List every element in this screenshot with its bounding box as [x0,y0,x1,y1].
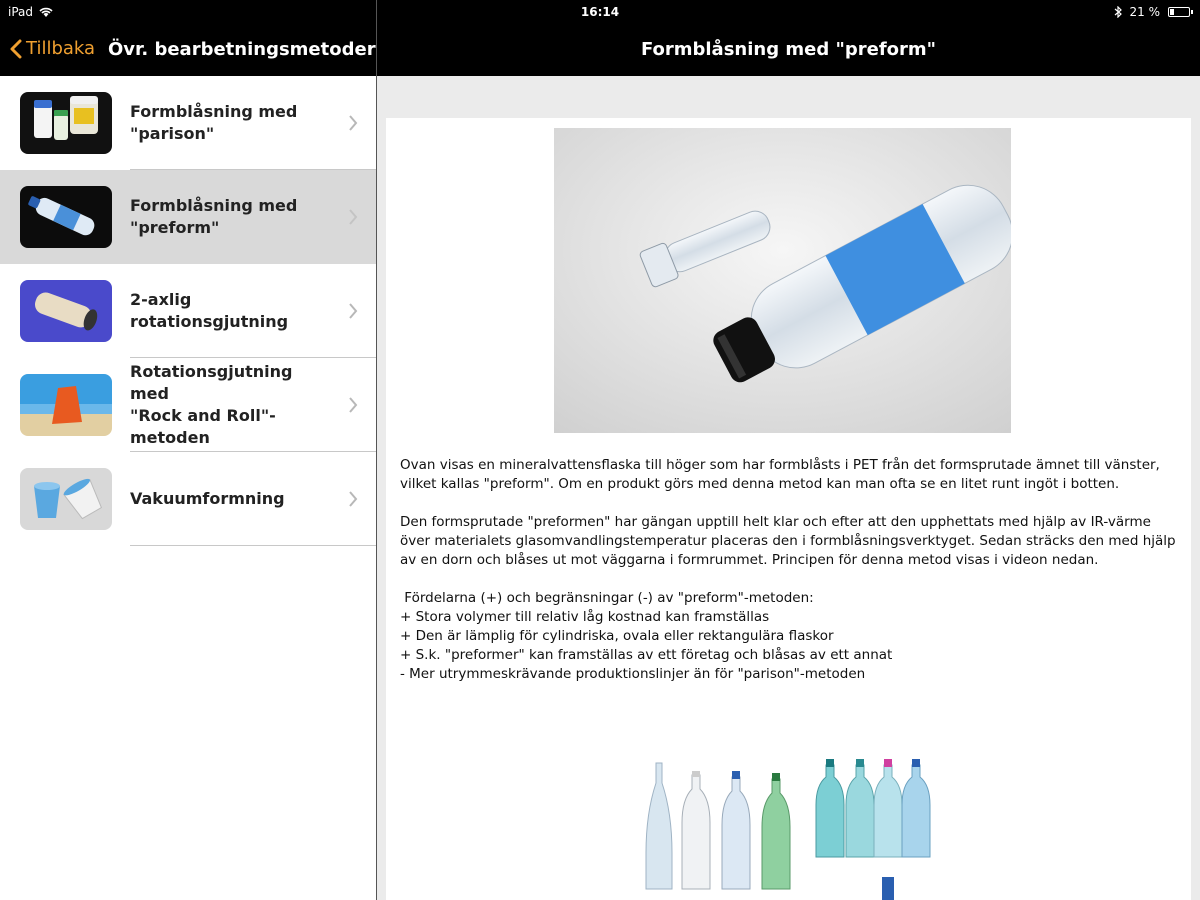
list-item-rock-and-roll[interactable] [0,358,376,452]
list-item-preform[interactable] [0,170,376,264]
content-card [386,118,1191,900]
detail-nav-bar [377,26,1200,76]
chevron-right-icon [348,302,358,320]
list-item-label: Formblåsning med "preform" [130,196,298,237]
list-item-label: 2-axlig rotationsgjutning [130,290,289,331]
master-title: Övr. bearbetningsmetoder [108,39,376,60]
detail-pane[interactable] [377,76,1200,900]
bottle-thumbnail [20,186,112,248]
chevron-right-icon [348,208,358,226]
pros-cons-item: + Stora volymer till relativ låg kostnad kan framställas [400,609,770,625]
list-item-label: Formblåsning med "parison" [130,102,298,143]
battery-icon [1168,7,1190,17]
list-item-label: Rotationsgjutning med "Rock and Roll"- metoden [130,362,293,447]
status-bar [0,0,1200,26]
cups-thumbnail [20,468,112,530]
pros-cons-item: - Mer utrymmeskrävande produktionslinjer än för "parison"-metoden [400,666,866,682]
list-item-rotation-2axis[interactable] [0,264,376,358]
back-label: Tillbaka [26,38,96,59]
preform-bottle-photo [554,128,1011,433]
pros-cons-item: + Den är lämplig för cylindriska, ovala eller rektangulära flaskor [400,628,834,644]
chevron-right-icon [348,490,358,508]
pros-cons-item: + S.k. "preformer" kan framställas av ett företag och blåsas av ett annat [400,647,893,663]
method-list [0,76,376,900]
list-item-vacuum[interactable] [0,452,376,546]
battery-percent: 21 % [1129,5,1160,19]
status-time: 16:14 [580,5,620,19]
list-item-parison[interactable] [0,76,376,170]
chevron-right-icon [348,396,358,414]
paragraph-2: Den formsprutade "preformen" har gängan upptill helt klar och efter att den upphettats med hjälp av IR-värme över materialets glasomvandlingstemperatur placeras den i formblåsningsverktyget. Sedan sträcks den med hjälp av en dorn och blåses ut mot väggarna i formrummet. Principen för denna metod visas i videon nedan. [400,514,1176,568]
bottle-shapes-photo [636,753,936,900]
list-item-label: Vakuumformning [130,489,285,508]
paragraph-1: Ovan visas en mineralvattensflaska till höger som har formblåsts i PET från det formsprutade ämnet till vänster, vilket kallas "preform". Om en produkt görs med denna metod kan man ofta se en litet runt ingöt i botten. [400,457,1160,492]
roll-thumbnail [20,280,112,342]
device-label: iPad [8,5,34,19]
detail-title: Formblåsning med "preform" [640,39,937,60]
containers-thumbnail [20,92,112,154]
chevron-left-icon [10,39,22,59]
back-button[interactable] [10,38,95,59]
beach-thumbnail [20,374,112,436]
master-nav-bar [0,26,376,76]
pros-cons-heading: Fördelarna (+) och begränsningar (-) av "preform"-metoden: [400,590,814,606]
bluetooth-icon [1114,6,1122,18]
description-text [400,456,1180,684]
chevron-right-icon [348,114,358,132]
